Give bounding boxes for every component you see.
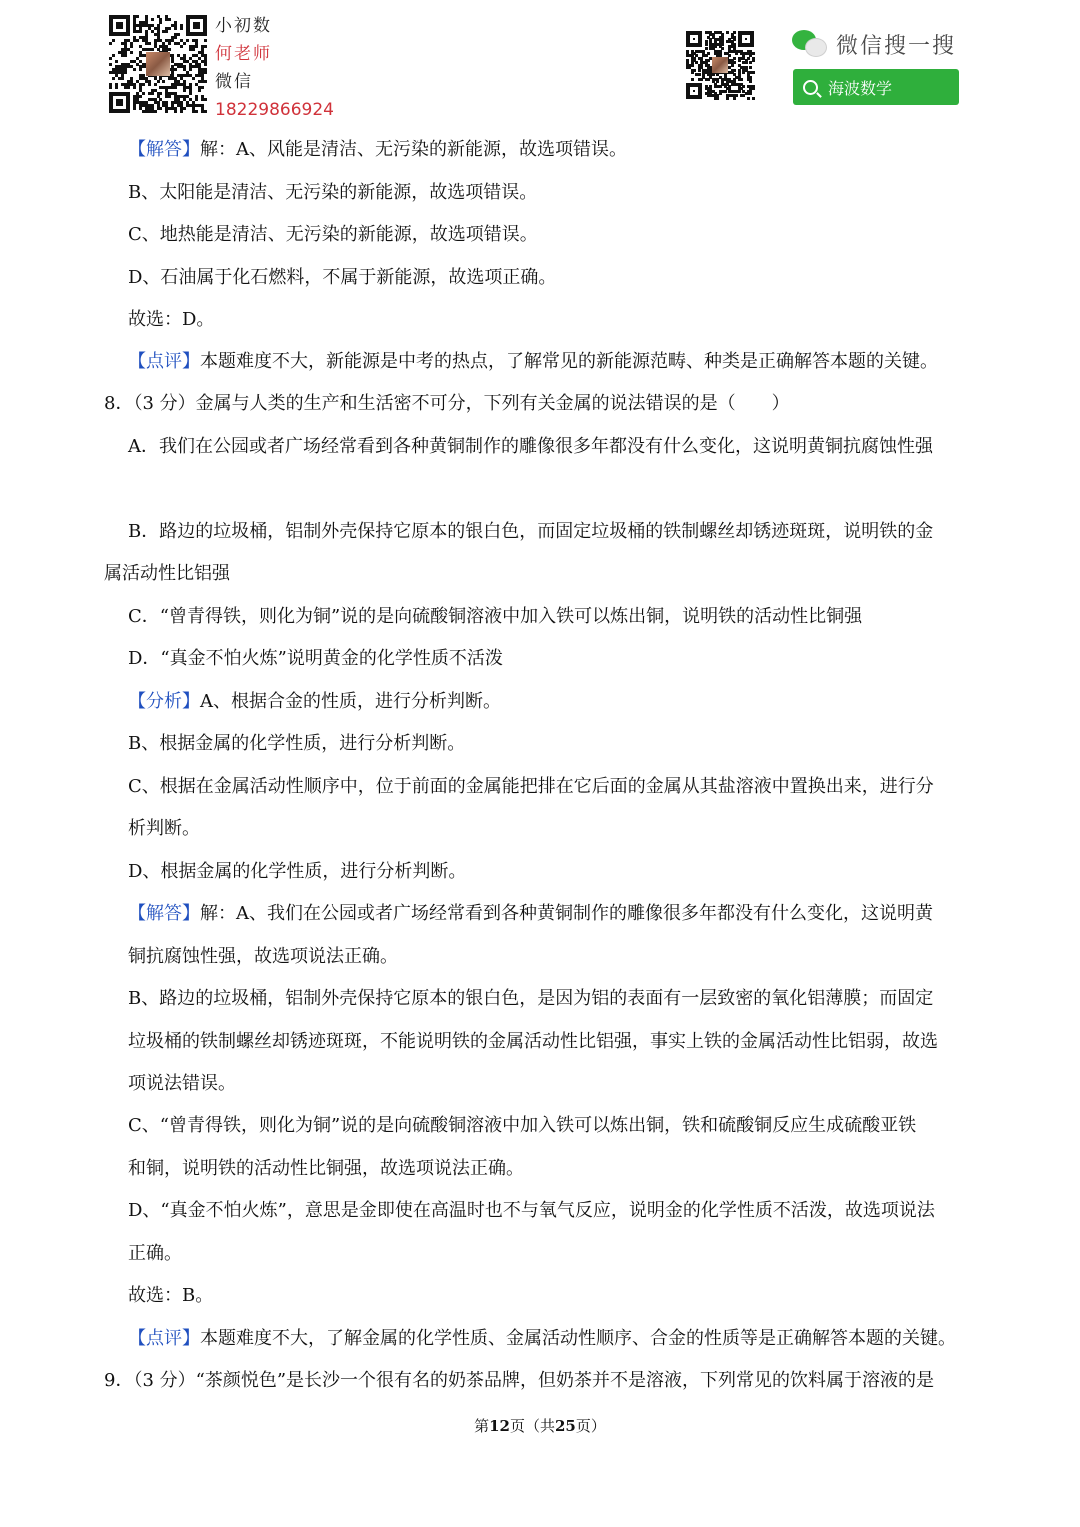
text-line: 正确。 — [128, 1243, 182, 1264]
question-8: 8．（3 分）金属与人类的生产和生活密不可分，下列有关金属的说法错误的是（ ） — [104, 393, 790, 414]
teacher-subject: 小初数 — [215, 16, 272, 36]
current-page: 12 — [489, 1417, 510, 1435]
wechat-search-button[interactable] — [793, 69, 959, 105]
option-a: A．我们在公园或者广场经常看到各种黄铜制作的雕像很多年都没有什么变化，这说明黄铜抗腐蚀性强 — [128, 436, 933, 457]
text-line — [128, 138, 627, 162]
line-text: 解：A、风能是清洁、无污染的新能源，故选项错误。 — [200, 139, 627, 160]
text-line: 故选：D。 — [128, 309, 215, 330]
text-line — [128, 902, 933, 926]
footer-prefix: 第 — [474, 1417, 490, 1435]
text-line: D、石油属于化石燃料，不属于新能源，故选项正确。 — [128, 267, 557, 288]
line-text: 本题难度不大，新能源是中考的热点，了解常见的新能源范畴、种类是正确解答本题的关键。 — [200, 351, 938, 372]
footer-suffix: 页） — [575, 1417, 606, 1435]
analysis-tag: 【分析】 — [128, 691, 200, 712]
teacher-phone: 18229866924 — [215, 100, 334, 120]
text-line: 故选：B。 — [128, 1285, 214, 1306]
search-label: 海波数学 — [828, 78, 893, 98]
text-line — [128, 350, 938, 374]
question-9: 9．（3 分）“茶颜悦色”是长沙一个很有名的奶茶品牌，但奶茶并不是溶液，下列常见的饮料属于溶液的是 — [104, 1370, 935, 1391]
text-line: B、路边的垃圾桶，铝制外壳保持它原本的银白色，是因为铝的表面有一层致密的氧化铝薄膜；而固定 — [128, 988, 934, 1009]
option-b: B．路边的垃圾桶，铝制外壳保持它原本的银白色，而固定垃圾桶的铁制螺丝却锈迹斑斑，说明铁的金 — [128, 521, 934, 542]
text-line: D、“真金不怕火炼”，意思是金即使在高温时也不与氧气反应，说明金的化学性质不活泼，故选项说法 — [128, 1200, 935, 1221]
text-line: 项说法错误。 — [128, 1073, 236, 1094]
option-c: C．“曾青得铁，则化为铜”说的是向硫酸铜溶液中加入铁可以炼出铜，说明铁的活动性比铜强 — [128, 606, 863, 627]
teacher-contact — [215, 12, 334, 124]
wechat-title: 微信搜一搜 — [836, 33, 957, 59]
text-line: 铜抗腐蚀性强，故选项说法正确。 — [128, 946, 398, 967]
text-line: 和铜，说明铁的活动性比铜强，故选项说法正确。 — [128, 1158, 524, 1179]
text-line: 析判断。 — [128, 818, 200, 839]
line-text: A、根据合金的性质，进行分析判断。 — [200, 691, 501, 712]
text-line: 垃圾桶的铁制螺丝却锈迹斑斑，不能说明铁的金属活动性比铝强，事实上铁的金属活动性比铝弱，故选 — [128, 1031, 938, 1052]
wechat-logo-icon — [792, 30, 828, 58]
total-pages: 25 — [555, 1417, 576, 1435]
footer-middle: 页（共 — [509, 1417, 555, 1435]
text-line — [128, 690, 501, 714]
answer-tag: 【解答】 — [128, 903, 200, 924]
search-icon — [803, 80, 818, 95]
answer-tag: 【解答】 — [128, 139, 200, 160]
comment-tag: 【点评】 — [128, 351, 200, 372]
qr-code-left — [109, 15, 207, 113]
option-b-cont: 属活动性比铝强 — [104, 563, 230, 584]
text-line: C、地热能是清洁、无污染的新能源，故选项错误。 — [128, 224, 538, 245]
text-line: C、“曾青得铁，则化为铜”说的是向硫酸铜溶液中加入铁可以炼出铜，铁和硫酸铜反应生成硫酸亚铁 — [128, 1115, 917, 1136]
qr-code-right — [686, 31, 754, 99]
teacher-wechat-label: 微信 — [215, 72, 253, 92]
comment-tag: 【点评】 — [128, 1328, 200, 1349]
text-line: C、根据在金属活动性顺序中，位于前面的金属能把排在它后面的金属从其盐溶液中置换出来，进行分 — [128, 776, 934, 797]
teacher-name: 何老师 — [215, 44, 272, 64]
text-line: D、根据金属的化学性质，进行分析判断。 — [128, 861, 467, 882]
line-text: 解：A、我们在公园或者广场经常看到各种黄铜制作的雕像很多年都没有什么变化，这说明黄 — [200, 903, 933, 924]
text-line: B、根据金属的化学性质，进行分析判断。 — [128, 733, 466, 754]
page-footer — [0, 1415, 1080, 1437]
option-d: D．“真金不怕火炼”说明黄金的化学性质不活泼 — [128, 648, 503, 669]
text-line — [128, 1327, 956, 1351]
wechat-brand — [792, 28, 956, 60]
text-line: B、太阳能是清洁、无污染的新能源，故选项错误。 — [128, 182, 538, 203]
line-text: 本题难度不大，了解金属的化学性质、金属活动性顺序、合金的性质等是正确解答本题的关键。 — [200, 1328, 956, 1349]
